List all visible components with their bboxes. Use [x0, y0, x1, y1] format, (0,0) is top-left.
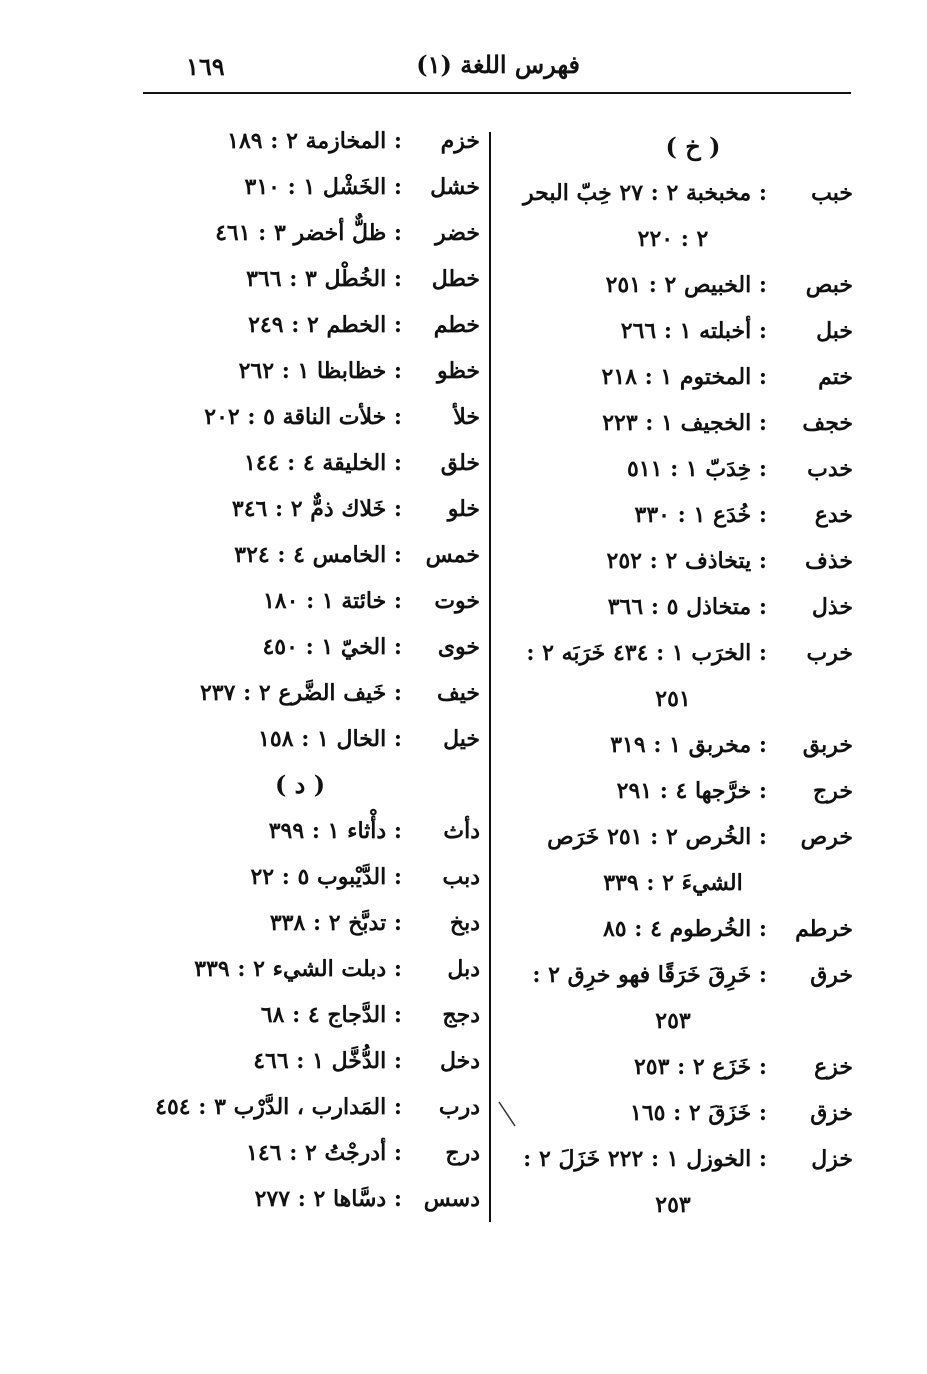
entry-root: خزم	[440, 128, 480, 154]
index-entry	[120, 164, 480, 210]
entry-root: خوى	[437, 634, 480, 660]
left-column	[120, 118, 480, 1222]
entry-root: خرج	[813, 778, 853, 804]
entry-definition: : يتخاذف ٢ : ٢٥٢	[606, 548, 767, 574]
index-entry	[505, 262, 853, 308]
index-entry	[505, 906, 853, 952]
header-rule	[143, 92, 851, 94]
entry-root: خزق	[810, 1100, 853, 1126]
entry-root: خرق	[810, 962, 853, 988]
entry-definition: : الخليقة ٤ : ١٤٤	[243, 450, 402, 476]
index-entry	[120, 348, 480, 394]
index-entry	[505, 584, 853, 630]
entry-root: ختم	[818, 364, 853, 390]
index-entry	[120, 1130, 480, 1176]
entry-root: دبخ	[449, 910, 480, 936]
index-entry	[505, 446, 853, 492]
entry-root: خزع	[814, 1054, 853, 1080]
index-entry	[120, 992, 480, 1038]
entry-definition: : مخربق ١ : ٣١٩	[610, 732, 767, 758]
entry-definition: : خَزَقَ ٢ : ١٦٥	[630, 1100, 767, 1126]
entry-definition: : أدرجْتُ ٢ : ١٤٦	[246, 1140, 402, 1166]
entry-root: خبب	[811, 180, 853, 206]
entry-root: خطل	[431, 266, 480, 292]
index-entry	[120, 854, 480, 900]
entry-definition: : المخازمة ٢ : ١٨٩	[227, 128, 402, 154]
index-entry	[120, 808, 480, 854]
index-entry	[120, 532, 480, 578]
entry-definition: : خظابظا ١ : ٢٦٢	[238, 358, 402, 384]
index-entry	[120, 716, 480, 762]
right-entries-list	[505, 170, 853, 1228]
entry-root: خوت	[434, 588, 480, 614]
entry-definition: : ظلٌّ أخضر ٣ : ٤٦١	[215, 220, 402, 246]
entry-root: دخل	[439, 1048, 480, 1074]
index-entry	[120, 670, 480, 716]
entry-definition: : الخُطْل ٣ : ٣٦٦	[246, 266, 402, 292]
index-entry	[505, 538, 853, 584]
entry-root: خلق	[440, 450, 480, 476]
entry-root: خبص	[805, 272, 853, 298]
entry-root: دسس	[423, 1186, 480, 1212]
entry-definition: : أخبلته ١ : ٢٦٦	[620, 318, 767, 344]
entry-root: خرطم	[795, 916, 853, 942]
entry-continuation: ٢٥١	[655, 686, 691, 712]
entry-definition: : الخطم ٢ : ٢٤٩	[248, 312, 402, 338]
running-title: فهرس اللغة (١)	[416, 50, 580, 79]
index-entry	[505, 354, 853, 400]
entry-root: خيف	[436, 680, 480, 706]
entry-root: خذف	[805, 548, 853, 574]
index-entry	[120, 486, 480, 532]
entry-root: خظو	[436, 358, 480, 384]
entry-root: خذل	[811, 594, 853, 620]
index-entry	[120, 900, 480, 946]
index-entry	[505, 308, 853, 354]
entry-root: خضر	[435, 220, 480, 246]
entry-root: خلأ	[453, 404, 480, 430]
entry-definition: : مخبخبة ٢ : ٢٧ خِبّ البحر	[523, 180, 767, 206]
entry-root: دبب	[442, 864, 480, 890]
entry-root: خيل	[443, 726, 480, 752]
index-entry	[120, 1084, 480, 1130]
entry-definition: : تدبَّخ ٢ : ٣٣٨	[269, 910, 402, 936]
index-entry	[505, 952, 853, 998]
entry-root: خدع	[814, 502, 853, 528]
entry-definition: : الخَشْل ١ : ٣١٠	[244, 174, 402, 200]
entry-definition: : الخامس ٤ : ٣٢٤	[234, 542, 402, 568]
entry-root: دبل	[447, 956, 480, 982]
entry-definition: : الخيّ ١ : ٤٥٠	[262, 634, 402, 660]
entry-definition: : خَرِقَ خَرَقًا فهو خرِق ٢ :	[532, 962, 767, 988]
entry-definition: : الخوزل ١ : ٢٢٢ خَزَلَ ٢ :	[523, 1146, 767, 1172]
index-entry	[120, 1176, 480, 1222]
index-entry	[505, 630, 853, 676]
index-entry	[120, 302, 480, 348]
entry-root: خزل	[811, 1146, 853, 1172]
entry-definition: : دأْثاء ١ : ٣٩٩	[268, 818, 402, 844]
section-heading-kha: ( خ )	[665, 132, 721, 161]
entry-root: خدب	[807, 456, 853, 482]
index-entry	[120, 1038, 480, 1084]
index-entry	[120, 210, 480, 256]
index-entry	[120, 394, 480, 440]
entry-root: خطم	[433, 312, 480, 338]
entry-definition: : الدَّيْبوب ٥ : ٢٢	[250, 864, 402, 890]
page-number: ١٦٩	[186, 52, 225, 81]
entry-definition: : خلأت الناقة ٥ : ٢٠٢	[204, 404, 402, 430]
index-entry	[120, 256, 480, 302]
entry-definition: : الخُرص ٢ : ٢٥١ خَرَص	[547, 824, 767, 850]
entry-definition: : دبلت الشيء ٢ : ٣٣٩	[194, 956, 402, 982]
right-column	[505, 124, 853, 1228]
index-entry	[120, 946, 480, 992]
entry-definition: : المختوم ١ : ٢١٨	[601, 364, 767, 390]
entry-definition: : الخرَب ١ : ٤٣٤ خَرَبَه ٢ :	[526, 640, 767, 666]
entry-definition: : دسَّاها ٢ : ٢٧٧	[254, 1186, 402, 1212]
entry-root: درب	[438, 1094, 480, 1120]
entry-root: خبل	[816, 318, 853, 344]
entry-root: خشل	[430, 174, 480, 200]
entry-root: خرب	[806, 640, 853, 666]
entry-root: دأث	[443, 818, 480, 844]
entry-definition: : الخُرطوم ٤ : ٨٥	[602, 916, 767, 942]
index-entry	[120, 624, 480, 670]
entry-root: خجف	[802, 410, 853, 436]
index-entry	[505, 1090, 853, 1136]
entry-definition: : الخجيف ١ : ٢٢٣	[602, 410, 767, 436]
index-entry	[505, 400, 853, 446]
entry-definition: : خُدَع ١ : ٣٣٠	[634, 502, 767, 528]
column-divider	[489, 132, 491, 1222]
entry-definition: : خَيف الضَّرع ٢ : ٢٣٧	[199, 680, 402, 706]
index-entry	[505, 814, 853, 860]
entry-definition: : الخبيص ٢ : ٢٥١	[605, 272, 767, 298]
entry-definition: : خَلاك ذمٌّ ٢ : ٣٤٦	[231, 496, 402, 522]
entry-root: درج	[445, 1140, 480, 1166]
index-entry	[505, 768, 853, 814]
left-entries-kha-list	[120, 118, 480, 762]
entry-root: خرص	[800, 824, 853, 850]
entry-definition: : خرَّجها ٤ : ٢٩١	[616, 778, 767, 804]
index-entry	[505, 170, 853, 216]
entry-root: خربق	[802, 732, 853, 758]
entry-root: خلو	[447, 496, 480, 522]
entry-continuation: ٢٥٣	[655, 1008, 691, 1034]
left-entries-dal-list	[120, 808, 480, 1222]
entry-continuation: ٢٥٣	[655, 1192, 691, 1218]
entry-definition: : المَدارب ، الدَّرْب ٣ : ٤٥٤	[155, 1094, 402, 1120]
section-heading-dal: ( د )	[274, 770, 326, 799]
entry-root: دجج	[442, 1002, 480, 1028]
entry-definition: : خِدَبّ ١ : ٥١١	[626, 456, 767, 482]
index-entry	[505, 1136, 853, 1182]
margin-mark	[497, 1100, 519, 1130]
index-entry	[120, 578, 480, 624]
entry-definition: : الدَّجاج ٤ : ٦٨	[260, 1002, 402, 1028]
index-entry	[505, 1044, 853, 1090]
entry-definition: : متخاذل ٥ : ٣٦٦	[607, 594, 767, 620]
index-entry	[120, 118, 480, 164]
entry-definition: : الدُّخَّل ١ : ٤٦٦	[253, 1048, 402, 1074]
entry-definition: : خَزَع ٢ : ٢٥٣	[633, 1054, 767, 1080]
index-entry	[120, 440, 480, 486]
index-entry	[505, 722, 853, 768]
entry-definition: : الخال ١ : ١٥٨	[258, 726, 402, 752]
entry-root: خمس	[425, 542, 480, 568]
index-entry	[505, 492, 853, 538]
entry-continuation: ٢ : ٢٢٠	[637, 226, 709, 252]
entry-definition: : خائتة ١ : ١٨٠	[262, 588, 402, 614]
entry-continuation: الشيءَ ٢ : ٣٣٩	[603, 870, 743, 896]
